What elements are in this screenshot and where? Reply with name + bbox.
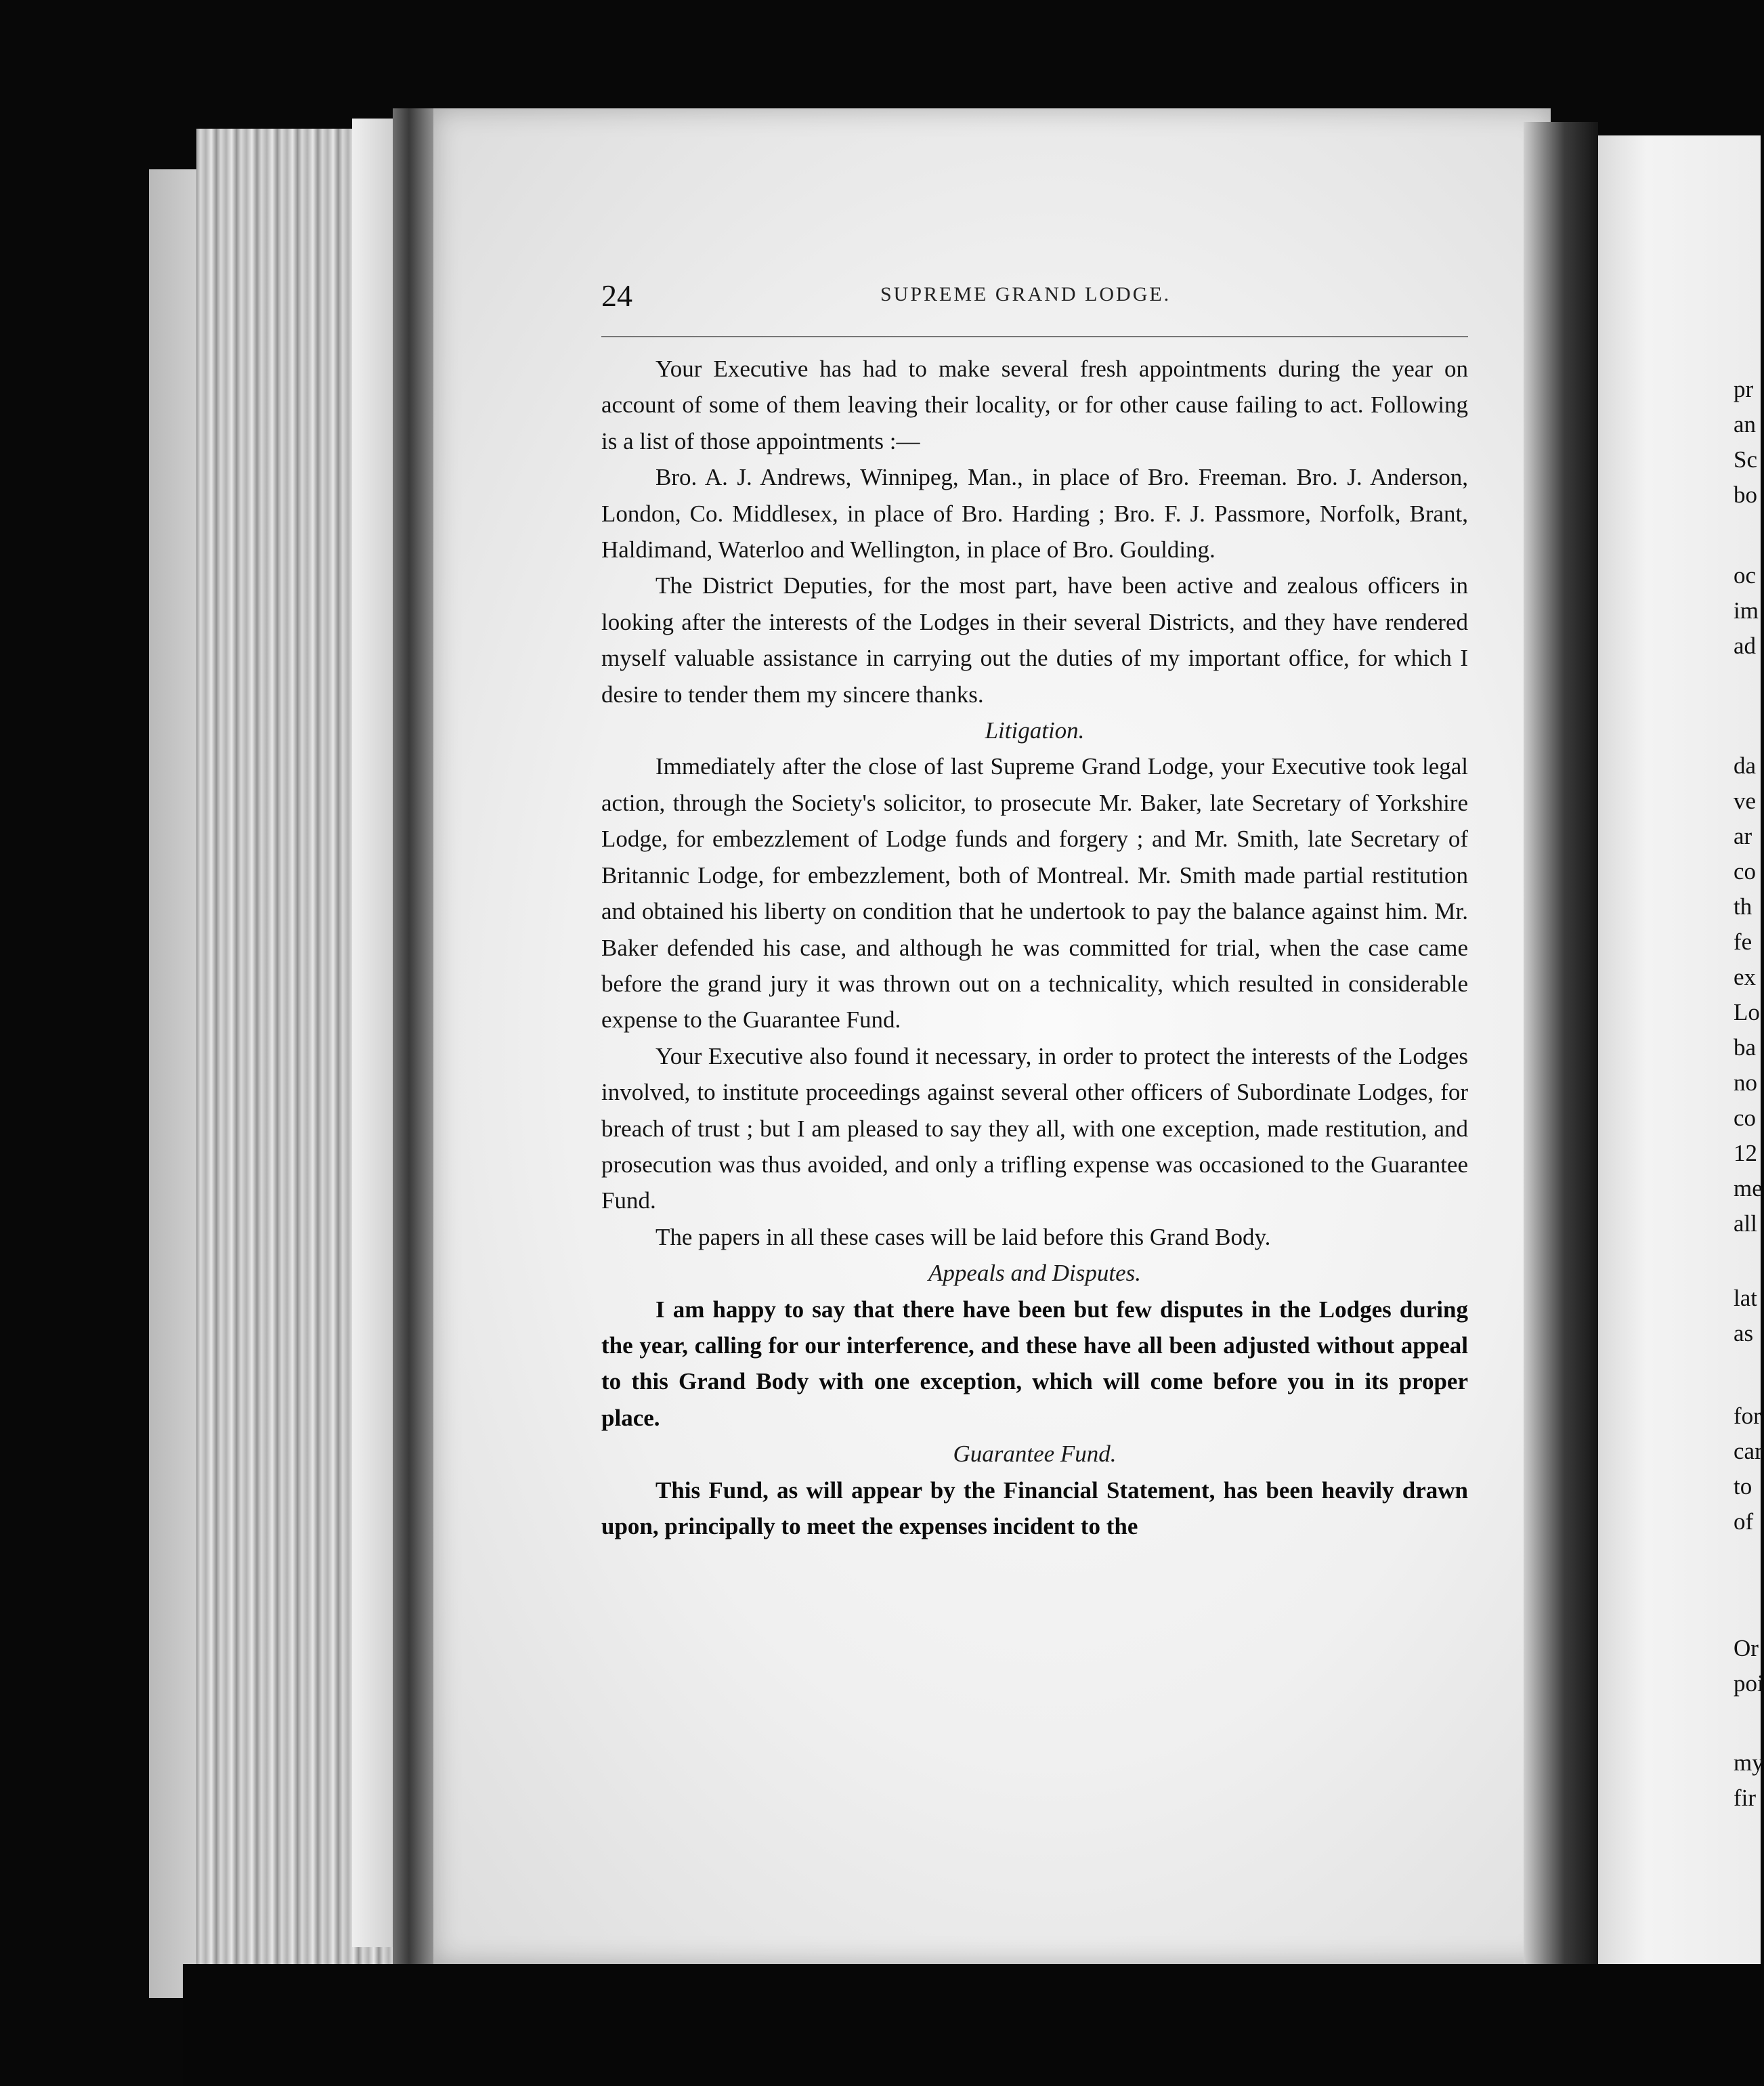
facing-fragment: of (1734, 1508, 1754, 1535)
facing-fragment: 12 (1734, 1140, 1757, 1166)
facing-fragment: fir (1734, 1785, 1757, 1811)
facing-fragment: co (1734, 858, 1757, 885)
facing-fragment: me (1734, 1175, 1763, 1201)
facing-fragment: Sc (1734, 446, 1757, 473)
binding-shadow (1524, 122, 1598, 1978)
facing-fragment: as (1734, 1320, 1754, 1346)
paragraph-district-deputies: The District Deputies, for the most part, have been active and zealous officers in looking after the interests of the Lodges in their several Districts, and they have rendered myself valuable assistance in carrying out the duties of my important office, for which I desire to tender them my sincere thanks. (601, 572, 1468, 708)
paragraph-disputes: I am happy to say that there have been but few disputes in the Lodges during the year, calling for our interference, and these have all been adjusted without appeal to this Grand Body with one exception, which will come before you in its proper place. (601, 1296, 1468, 1431)
facing-fragment: oc (1734, 562, 1757, 589)
paragraph-papers: The papers in all these cases will be laid before this Grand Body. (655, 1223, 1271, 1250)
running-head: SUPREME GRAND LODGE. (880, 283, 1171, 305)
facing-fragment: ar (1734, 823, 1752, 849)
paragraph-appointment-list: Bro. A. J. Andrews, Winnipeg, Man., in place of Bro. Freeman. Bro. J. Anderson, London, Co. Middlesex, in place of Bro. Harding ; Bro. F. J. Passmore, Norfolk, Brant, Haldimand, Waterloo and Wellington, in place of Bro. Goulding. (601, 464, 1468, 563)
facing-fragment: no (1734, 1069, 1757, 1096)
facing-fragment: Or (1734, 1635, 1759, 1661)
facing-fragment: co (1734, 1105, 1757, 1131)
facing-fragment: fe (1734, 929, 1752, 955)
paragraph-proceedings: Your Executive also found it necessary, in order to protect the interests of the Lodges involved, to institute proceedings against several other officers of Subordinate Lodges, for breach of trust ; but I am pleased to say they all, with one exception, made restitution, and prosecution was thus avoided, and only a trifling expense was occasioned to the Guarantee Fund. (601, 1042, 1468, 1214)
bottom-background (183, 1964, 1761, 2086)
facing-fragment: bo (1734, 482, 1757, 508)
facing-fragment: my (1734, 1749, 1764, 1776)
paragraph-guarantee-fund: This Fund, as will appear by the Financial Statement, has been heavily drawn upon, principally to meet the expenses incident to the (601, 1476, 1468, 1539)
facing-fragment: an (1734, 411, 1757, 438)
facing-fragment: pr (1734, 376, 1754, 402)
page-body-text (601, 351, 1468, 1544)
facing-fragment: Lo (1734, 999, 1760, 1025)
facing-fragment: th (1734, 893, 1752, 920)
paragraph-appointments: Your Executive has had to make several fresh appointments during the year on account of some of them leaving their locality, or for other cause failing to act. Following is a list of those appointments :— (601, 356, 1468, 454)
section-heading-litigation: Litigation. (985, 717, 1085, 744)
facing-fragment: for (1734, 1403, 1761, 1429)
facing-fragment: im (1734, 597, 1759, 624)
facing-fragment: ex (1734, 964, 1757, 990)
facing-fragment: poi (1734, 1670, 1764, 1697)
section-heading-guarantee-fund: Guarantee Fund. (953, 1441, 1117, 1468)
facing-fragment: to (1734, 1473, 1752, 1499)
facing-fragment: ba (1734, 1034, 1757, 1061)
page-stack-light-edge (352, 119, 393, 1947)
facing-fragment: all (1734, 1210, 1757, 1237)
page-number: 24 (601, 278, 632, 313)
facing-fragment: ve (1734, 788, 1757, 814)
section-heading-appeals: Appeals and Disputes. (928, 1260, 1141, 1287)
facing-fragment: da (1734, 752, 1757, 779)
paragraph-litigation: Immediately after the close of last Supreme Grand Lodge, your Executive took legal action, through the Society's solicitor, to prosecute Mr. Baker, late Secretary of Yorkshire Lodge, for embezzlement of Lodge funds and forgery ; and Mr. Smith, late Secretary of Britannic Lodge, for embezzlement, both of Montreal. Mr. Smith made partial restitution and obtained his liberty on condition that he undertook to pay the balance against him. Mr. Baker defended his case, and although he was committed for trial, when the case came before the grand jury it was thrown out on a technicality, which resulted in considerable expense to the Guarantee Fund. (601, 753, 1468, 1034)
left-gutter-shadow (393, 108, 433, 1978)
facing-fragment: lat (1734, 1285, 1757, 1311)
facing-fragment: car (1734, 1438, 1763, 1464)
header-rule (601, 336, 1468, 337)
facing-fragment: ad (1734, 633, 1757, 659)
